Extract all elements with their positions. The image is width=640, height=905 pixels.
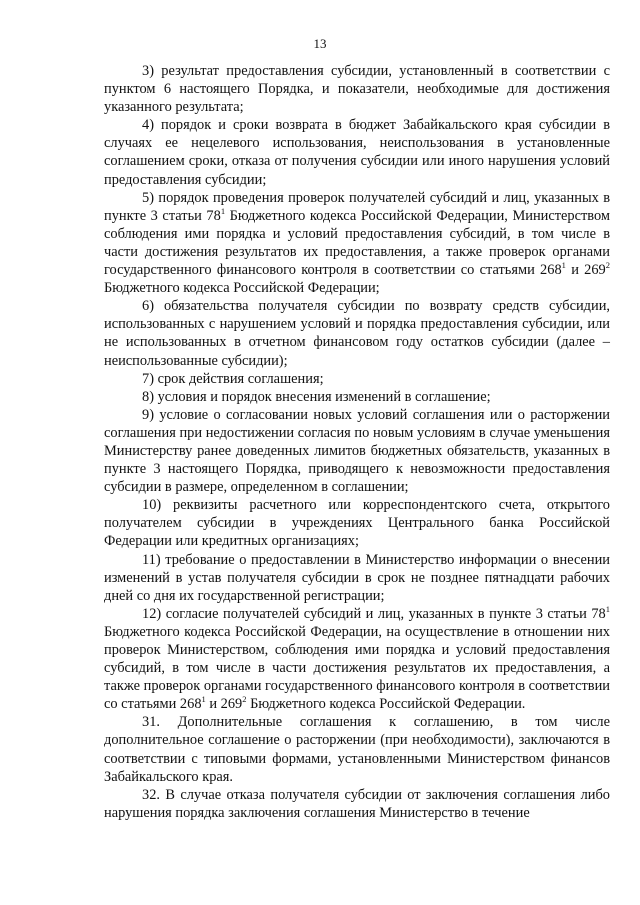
paragraph-text: 11) требование о предоставлении в Министерство информации о внесении изменений в устав получателя субсидии в срок не позднее пятнадцати рабочих дней со дня их государственной регистрации; — [104, 551, 610, 604]
paragraph-p4 — [104, 116, 610, 188]
paragraph-p9 — [104, 406, 610, 496]
paragraph-p10 — [104, 496, 610, 550]
superscript: 1 — [201, 694, 206, 705]
superscript: 2 — [242, 694, 247, 705]
paragraph-p31 — [104, 713, 610, 785]
paragraph-text: Бюджетного кодекса Российской Федерации. — [246, 696, 526, 713]
paragraph-p5 — [104, 189, 610, 298]
paragraph-text: Бюджетного кодекса Российской Федерации, Министерством соблюдения ими порядка и условий предоставления субсидий, в том числе в части достижения результатов их предоставления, а также проверок органами государственного финансового контроля в соответствии со статьями 268 — [104, 207, 611, 279]
paragraph-text: 31. Дополнительные соглашения к соглашению, в том числе дополнительное соглашение о расторжении (при необходимости), заключаются в соответствии с типовыми формами, установленными Министерством финансов Забайкальского края. — [104, 714, 610, 785]
superscript: 1 — [605, 604, 610, 615]
paragraph-p11 — [104, 551, 610, 605]
paragraph-text: 10) реквизиты расчетного или корреспондентского счета, открытого получателем субсидии в учреждениях Центрального банка Российской Федерации или кредитных организациях; — [104, 497, 610, 550]
paragraph-p8 — [104, 388, 610, 406]
paragraph-text: 5) порядок проведения проверок получателей субсидий и лиц, указанных в пункте 3 статьи 78 — [104, 189, 610, 224]
paragraph-text: 6) обязательства получателя субсидии по возврату средств субсидии, использованных с нарушением условий и порядка предоставления субсидии, или не использованных в отчетном финансовом году остатков субсидии (далее – неиспользованные субсидии); — [104, 298, 610, 369]
paragraph-text: 7) срок действия соглашения; — [142, 370, 324, 387]
superscript: 2 — [605, 260, 611, 271]
paragraph-text: и 269 — [565, 262, 606, 279]
superscript: 1 — [561, 260, 566, 271]
paragraph-text: 3) результат предоставления субсидии, установленный в соответствии с пунктом 6 настоящего Порядка, и показатели, необходимые для достижения указанного результата; — [104, 63, 610, 116]
paragraph-text: и 269 — [205, 696, 243, 713]
paragraph-p12 — [104, 605, 610, 714]
superscript: 1 — [220, 205, 226, 216]
paragraph-text: 12) согласие получателей субсидий и лиц, указанных в пункте 3 статьи 78 — [142, 605, 606, 622]
paragraph-text: 9) условие о согласовании новых условий соглашения или о расторжении соглашения при недостижении согласия по новым условиям в случае уменьшения Министерству ранее доведенных лимитов бюджетных обязательств, указанных в пункте 3 настоящего Порядка, приводящего к невозможности предоставления субсидии в размере, определенном в соглашении; — [104, 406, 610, 496]
document-body — [104, 62, 610, 822]
page-number: 13 — [313, 36, 327, 51]
paragraph-p7 — [104, 370, 610, 388]
paragraph-text: Бюджетного кодекса Российской Федерации; — [104, 280, 380, 297]
paragraph-text: Бюджетного кодекса Российской Федерации, на осуществление в отношении них проверок Министерством, соблюдения ими порядка и условий предоставления субсидий, в том числе в части достижения результатов их предоставления, а также проверок органами государственного финансового контроля в соответствии со статьями 268 — [104, 623, 610, 713]
paragraph-text: 4) порядок и сроки возврата в бюджет Забайкальского края субсидии в случаях ее нецелевого использования, неиспользования в установленные соглашением сроки, отказа от получения субсидии или иного нарушения условий предоставления субсидии; — [104, 117, 610, 188]
paragraph-text: 8) условия и порядок внесения изменений в соглашение; — [142, 388, 491, 405]
paragraph-p6 — [104, 297, 610, 369]
paragraph-p32 — [104, 786, 610, 822]
paragraph-p3 — [104, 62, 610, 116]
paragraph-text: 32. В случае отказа получателя субсидии от заключения соглашения либо нарушения порядка заключения соглашения Министерство в течение — [104, 786, 610, 821]
